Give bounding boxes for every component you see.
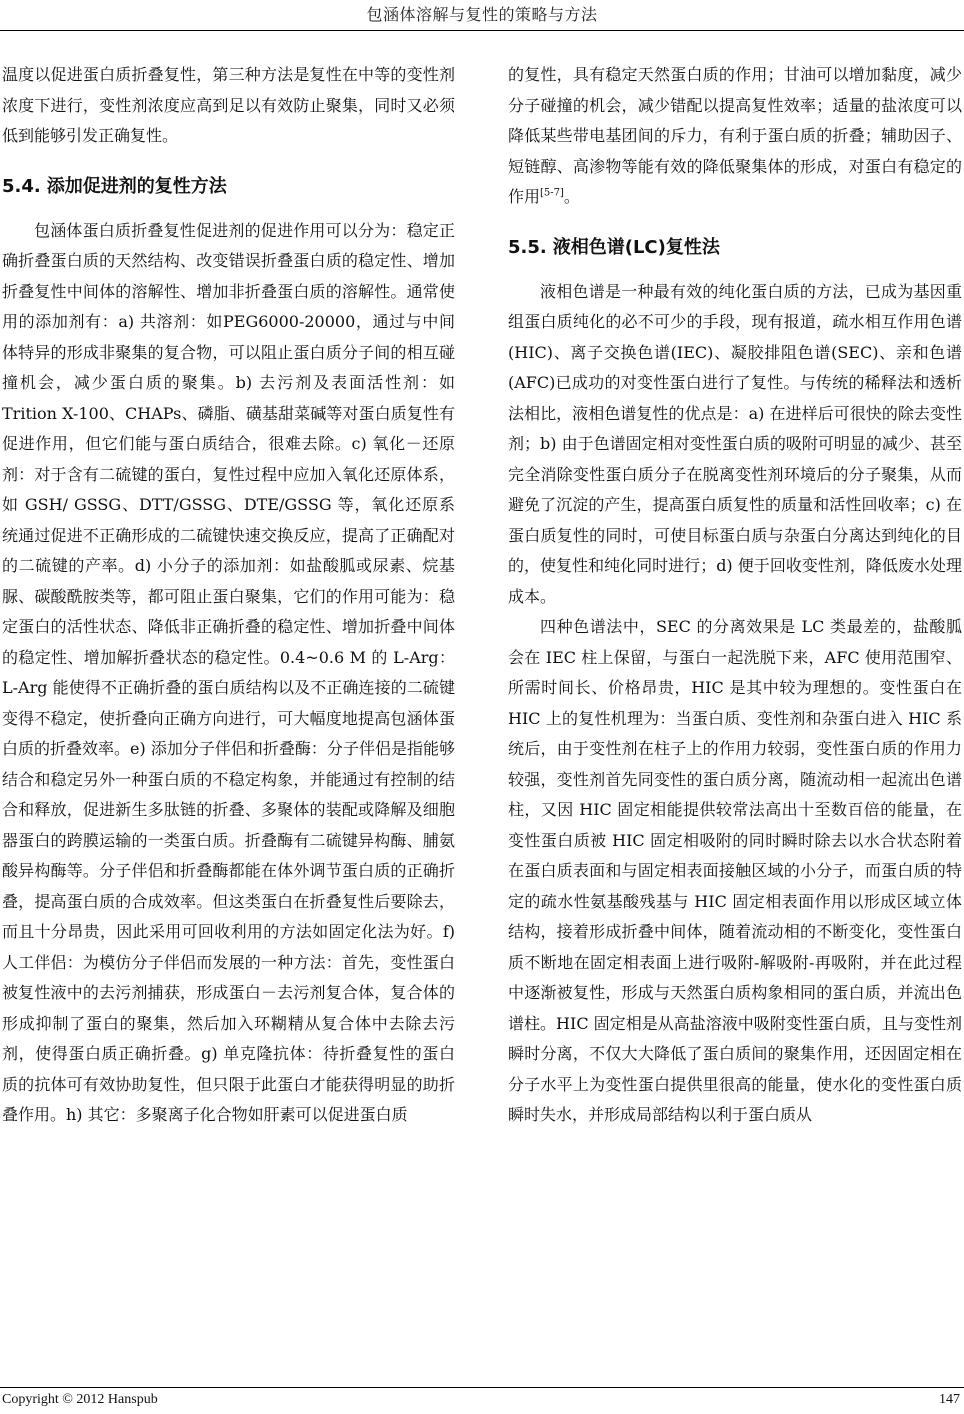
section-heading-5-4 xyxy=(2,172,455,202)
citation: [5-7] xyxy=(540,187,564,199)
section-heading-5-5 xyxy=(508,233,962,263)
paragraph: 四种色谱法中，SEC 的分离效果是 LC 类最差的，盐酸胍会在 IEC 柱上保留，与蛋白一起洗脱下来，AFC 使用范围窄、所需时间长、价格昂贵，HIC 是其中较为理想的。变性蛋白在 HIC 上的复性机理为：当蛋白质、变性剂和杂蛋白进入 HIC 系统后，由于变性剂在柱子上的作用力较弱，变性蛋白质的作用力较强，变性剂首先同变性的蛋白质分离，随流动相一起流出色谱柱，又因 HIC 固定相能提供较常法高出十至数百倍的能量，在变性蛋白质被 HIC 固定相吸附的同时瞬时除去以水合状态附着在蛋白质表面和与固定相表面接触区域的小分子，而蛋白质的特定的疏水性氨基酸残基与 HIC 固定相表面作用以形成区域立体结构，接着形成折叠中间体，随着流动相的不断变化，变性蛋白质不断地在固定相表面上进行吸附-解吸附-再吸附，并在此过程中逐渐被复性，形成与天然蛋白质构象相同的蛋白质，并流出色谱柱。HIC 固定相是从高盐溶液中吸附变性蛋白质，且与变性剂瞬时分离，不仅大大降低了蛋白质间的聚集作用，还因固定相在分子水平上为变性蛋白提供里很高的能量，使水化的变性蛋白质瞬时失水，并形成局部结构以利于蛋白质从 xyxy=(508,617,962,1124)
footer-copyright: Copyright © 2012 Hanspub xyxy=(2,1392,158,1407)
paragraph: 液相色谱是一种最有效的纯化蛋白质的方法，已成为基因重组蛋白质纯化的必不可少的手段，现有报道，疏水相互作用色谱(HIC)、离子交换色谱(IEC)、凝胶排阻色谱(SEC)、亲和色谱(AFC)已成功的对变性蛋白进行了复性。与传统的稀释法和透析法相比，液相色谱复性的优点是：a) 在进样后可很快的除去变性剂；b) 由于色谱固定相对变性蛋白质的吸附可明显的减少、甚至完全消除变性蛋白质分子在脱离变性剂环境后的分子聚集，从而避免了沉淀的产生，提高蛋白质复性的质量和活性回收率；c) 在蛋白质复性的同时，可使目标蛋白质与杂蛋白分离达到纯化的目的，使复性和纯化同时进行；d) 便于回收变性剂，降低废水处理成本。 xyxy=(508,281,962,606)
paragraph-text: 的复性，具有稳定天然蛋白质的作用；甘油可以增加黏度，减少分子碰撞的机会，减少错配以提高复性效率；适量的盐浓度可以降低某些带电基团间的斥力，有利于蛋白质的折叠；辅助因子、短链醇、高渗物等能有效的降低聚集体的形成，对蛋白有稳定的作用 xyxy=(508,65,962,206)
paragraph xyxy=(508,60,962,213)
header-rule xyxy=(0,30,964,31)
section-title: 液相色谱(LC)复性法 xyxy=(552,236,720,258)
left-column xyxy=(2,60,455,1131)
paragraph-end: 。 xyxy=(563,187,580,206)
paragraph: 包涵体蛋白质折叠复性促进剂的促进作用可以分为：稳定正确折叠蛋白质的天然结构、改变错误折叠蛋白质的稳定性、增加折叠复性中间体的溶解性、增加非折叠蛋白质的溶解性。通常使用的添加剂有：a) 共溶剂：如PEG6000-20000，通过与中间体特异的形成非聚集的复合物，可以阻止蛋白质分子间的相互碰撞机会，减少蛋白质的聚集。b) 去污剂及表面活性剂：如Trition X-100、CHAPs、磷脂、磺基甜菜碱等对蛋白质复性有促进作用，但它们能与蛋白质结合，很难去除。c) 氧化－还原剂：对于含有二硫键的蛋白，复性过程中应加入氧化还原体系，如 GSH/ GSSG、DTT/GSSG、DTE/GSSG 等，氧化还原系统通过促进不正确形成的二硫键快速交换反应，提高了正确配对的二硫键的产率。d) 小分子的添加剂：如盐酸胍或尿素、烷基脲、碳酸酰胺类等，都可阻止蛋白聚集，它们的作用可能为：稳定蛋白的活性状态、降低非正确折叠的稳定性、增加折叠中间体的稳定性、增加解折叠状态的稳定性。0.4~0.6 M 的 L-Arg：L-Arg 能使得不正确折叠的蛋白质结构以及不正确连接的二硫键变得不稳定，使折叠向正确方向进行，可大幅度地提高包涵体蛋白质的折叠效率。e) 添加分子伴侣和折叠酶：分子伴侣是指能够结合和稳定另外一种蛋白质的不稳定构象，并能通过有控制的结合和释放，促进新生多肽链的折叠、多聚体的装配或降解及细胞器蛋白的跨膜运输的一类蛋白质。折叠酶有二硫键异构酶、脯氨酸异构酶等。分子伴侣和折叠酶都能在体外调节蛋白质的正确折叠，提高蛋白质的合成效率。但这类蛋白在折叠复性后要除去，而且十分昂贵，因此采用可回收利用的方法如固定化法为好。f) 人工伴侣：为模仿分子伴侣而发展的一种方法：首先，变性蛋白被复性液中的去污剂捕获，形成蛋白－去污剂复合体，复合体的形成抑制了蛋白的聚集，然后加入环糊精从复合体中去除去污剂，使得蛋白质正确折叠。g) 单克隆抗体：待折叠复性的蛋白质的抗体可有效协助复性，但只限于此蛋白才能获得明显的助折叠作用。h) 其它：多聚离子化合物如肝素可以促进蛋白质 xyxy=(2,220,455,1124)
right-column xyxy=(508,60,962,1131)
footer-rule xyxy=(0,1387,964,1388)
running-header: 包涵体溶解与复性的策略与方法 xyxy=(366,5,598,24)
section-number: 5.4. xyxy=(2,175,41,197)
section-number: 5.5. xyxy=(508,236,547,258)
paragraph: 温度以促进蛋白质折叠复性，第三种方法是复性在中等的变性剂浓度下进行，变性剂浓度应高到足以有效防止聚集，同时又必须低到能够引发正确复性。 xyxy=(2,65,455,145)
section-title: 添加促进剂的复性方法 xyxy=(46,175,227,197)
page-number: 147 xyxy=(939,1392,960,1407)
